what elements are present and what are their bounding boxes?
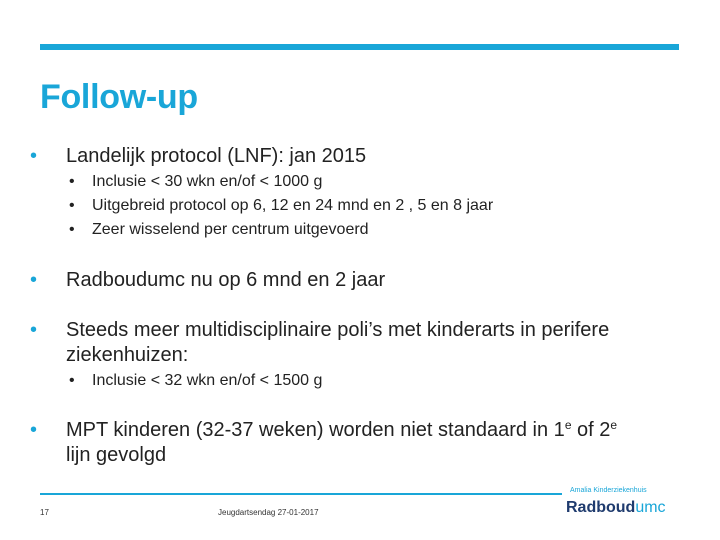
bullet-text: Landelijk protocol (LNF): jan 2015	[66, 145, 367, 167]
page-number: 17	[40, 508, 49, 517]
bullet-dot-icon: •	[69, 221, 75, 238]
bullet-item	[30, 318, 609, 368]
bullet-dot-icon: •	[30, 269, 38, 291]
bullet-text: Radboudumc nu op 6 mnd en 2 jaar	[66, 269, 386, 291]
top-accent-rule	[40, 44, 679, 50]
slide-title: Follow-up	[40, 78, 198, 116]
bullet-text-line2: ziekenhuizen:	[66, 344, 189, 366]
bullet-dot-icon: •	[30, 319, 38, 341]
sub-bullet-item	[69, 171, 322, 193]
sub-bullet-item	[69, 195, 493, 217]
footer-rule	[40, 493, 562, 495]
bullet-text-line1: MPT kinderen (32-37 weken) worden niet standaard in 1e of 2e	[66, 418, 618, 441]
footer-event-date: Jeugdartsendag 27-01-2017	[218, 508, 319, 517]
sub-bullet-item	[69, 370, 322, 392]
sub-bullet-item	[69, 219, 369, 241]
bullet-item	[30, 268, 385, 293]
bullet-item	[30, 418, 617, 468]
bullet-dot-icon: •	[30, 419, 38, 441]
bullet-item	[30, 144, 366, 169]
radboudumc-logo: Radboudumc	[566, 499, 666, 516]
bullet-text-line2: lijn gevolgd	[66, 444, 167, 466]
sub-bullet-text: Inclusie < 30 wkn en/of < 1000 g	[92, 173, 323, 190]
sub-bullet-text: Uitgebreid protocol op 6, 12 en 24 mnd en 2 , 5 en 8 jaar	[92, 197, 494, 214]
bullet-text-line1: Steeds meer multidisciplinaire poli’s met kinderarts in perifere	[66, 319, 610, 341]
bullet-dot-icon: •	[69, 173, 75, 190]
bullet-dot-icon: •	[69, 197, 75, 214]
bullet-dot-icon: •	[30, 145, 38, 167]
bullet-dot-icon: •	[69, 372, 75, 389]
sub-bullet-text: Zeer wisselend per centrum uitgevoerd	[92, 221, 369, 238]
footer-brand-text: Amalia Kinderziekenhuis	[570, 487, 647, 494]
sub-bullet-text: Inclusie < 32 wkn en/of < 1500 g	[92, 372, 323, 389]
